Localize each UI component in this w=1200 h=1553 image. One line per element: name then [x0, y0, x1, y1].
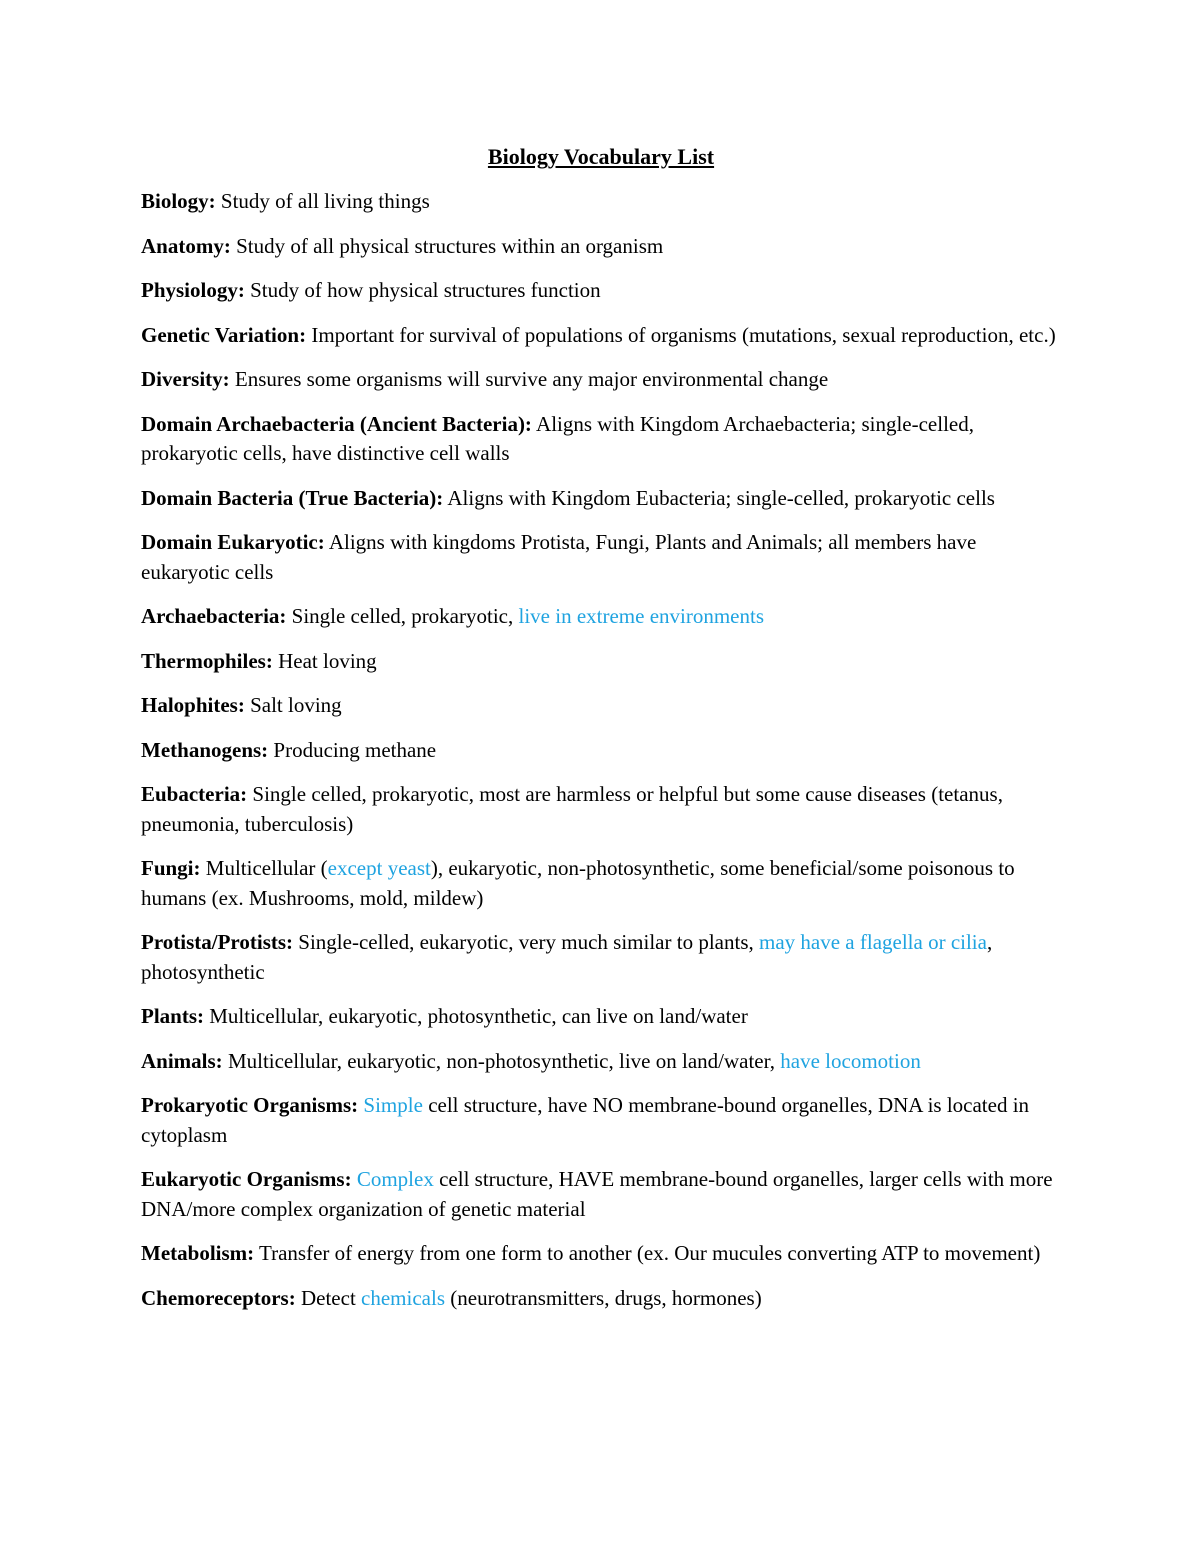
vocab-entry	[141, 276, 1061, 306]
vocab-definition: cell structure, HAVE membrane-bound organelles, larger cells with more DNA/more complex organization of genetic material	[141, 1167, 1053, 1221]
vocab-entry	[141, 365, 1061, 395]
vocab-entry	[141, 928, 1061, 987]
vocab-definition: (neurotransmitters, drugs, hormones)	[445, 1285, 762, 1310]
vocab-term: Animals:	[141, 1048, 223, 1073]
vocab-term: Protista/Protists:	[141, 930, 294, 954]
vocab-entry	[141, 691, 1061, 721]
highlighted-text: have locomotion	[780, 1048, 921, 1073]
highlighted-text: live in extreme environments	[518, 604, 765, 628]
vocab-definition: Single-celled, eukaryotic, very much similar to plants,	[293, 930, 759, 954]
vocab-definition: Study of all living things	[215, 189, 430, 213]
vocab-entry	[141, 528, 1061, 587]
vocab-definition: Aligns with Kingdom Archaebacteria; single-celled, prokaryotic cells, have distinctive cell walls	[141, 411, 974, 465]
vocab-term: Eubacteria:	[141, 782, 248, 806]
vocab-entry	[141, 1091, 1061, 1150]
vocab-term: Plants:	[141, 1004, 204, 1028]
vocab-definition: Producing methane	[268, 737, 437, 762]
highlighted-text: may have a flagella or cilia	[759, 930, 987, 954]
vocab-term: Prokaryotic Organisms:	[141, 1093, 359, 1117]
document-page	[141, 141, 1061, 1328]
vocab-term: Genetic Variation:	[141, 322, 307, 347]
vocab-entry	[141, 854, 1061, 913]
vocab-term: Anatomy:	[141, 233, 231, 258]
vocab-definition: Transfer of energy from one form to another (ex. Our mucules converting ATP to movement)	[254, 1241, 1041, 1265]
vocab-entry	[141, 232, 1061, 262]
vocab-entry	[141, 1165, 1061, 1224]
vocab-term: Metabolism:	[141, 1241, 255, 1265]
vocab-entry	[141, 647, 1061, 677]
highlighted-text: except yeast	[327, 856, 431, 880]
vocab-term: Methanogens:	[141, 737, 269, 762]
highlighted-text: Simple	[363, 1093, 423, 1117]
vocab-term: Domain Eukaryotic:	[141, 530, 325, 554]
vocab-definition: Single celled, prokaryotic,	[286, 604, 519, 628]
vocab-term: Archaebacteria:	[141, 604, 287, 628]
vocab-definition: Heat loving	[272, 648, 377, 673]
vocab-entry	[141, 410, 1061, 469]
vocab-definition: Important for survival of populations of organisms (mutations, sexual reproduction, etc.)	[306, 322, 1056, 347]
vocab-term: Domain Archaebacteria (Ancient Bacteria):	[141, 411, 532, 436]
vocab-definition: , photosynthetic	[141, 930, 993, 984]
vocab-definition: Study of how physical structures function	[244, 278, 601, 302]
vocab-term: Thermophiles:	[141, 648, 273, 673]
vocab-definition: Detect	[295, 1285, 362, 1310]
vocab-definition: Multicellular, eukaryotic, non-photosynthetic, live on land/water,	[222, 1048, 781, 1073]
vocab-entry	[141, 1002, 1061, 1032]
vocab-term: Biology:	[141, 189, 216, 213]
vocab-entry	[141, 484, 1061, 514]
vocab-entry	[141, 1284, 1061, 1314]
vocab-entry	[141, 1239, 1061, 1269]
page-title: Biology Vocabulary List	[487, 144, 715, 169]
vocab-definition: Salt loving	[244, 693, 342, 717]
vocab-definition: Single celled, prokaryotic, most are harmless or helpful but some cause diseases (tetanus, pneumonia, tuberculosis)	[141, 782, 1003, 836]
vocab-definition: Study of all physical structures within an organism	[230, 233, 664, 258]
vocab-term: Chemoreceptors:	[141, 1285, 296, 1310]
vocab-term: Eukaryotic Organisms:	[141, 1167, 352, 1191]
vocab-entry	[141, 1047, 1061, 1077]
vocab-term: Halophites:	[141, 693, 245, 717]
vocab-entry	[141, 736, 1061, 766]
vocab-entry	[141, 602, 1061, 632]
vocab-entry	[141, 321, 1061, 351]
vocab-definition: cell structure, have NO membrane-bound organelles, DNA is located in cytoplasm	[141, 1093, 1030, 1147]
highlighted-text: chemicals	[361, 1285, 445, 1310]
vocab-definition: Ensures some organisms will survive any major environmental change	[229, 367, 829, 391]
vocab-definition: Multicellular, eukaryotic, photosynthetic, can live on land/water	[204, 1004, 748, 1028]
vocabulary-list	[141, 187, 1061, 1313]
vocab-term: Physiology:	[141, 278, 245, 302]
vocab-entry	[141, 780, 1061, 839]
highlighted-text: Complex	[356, 1167, 434, 1191]
vocab-term: Domain Bacteria (True Bacteria):	[141, 485, 444, 510]
vocab-term: Fungi:	[141, 856, 201, 880]
vocab-term: Diversity:	[141, 367, 230, 391]
vocab-definition: Aligns with Kingdom Eubacteria; single-celled, prokaryotic cells	[443, 485, 995, 510]
vocab-definition: Multicellular (	[200, 856, 328, 880]
vocab-definition: ), eukaryotic, non-photosynthetic, some beneficial/some poisonous to humans (ex. Mushrooms, mold, mildew)	[141, 856, 1015, 910]
vocab-entry	[141, 187, 1061, 217]
vocab-definition: Aligns with kingdoms Protista, Fungi, Plants and Animals; all members have eukaryotic cells	[141, 530, 977, 584]
